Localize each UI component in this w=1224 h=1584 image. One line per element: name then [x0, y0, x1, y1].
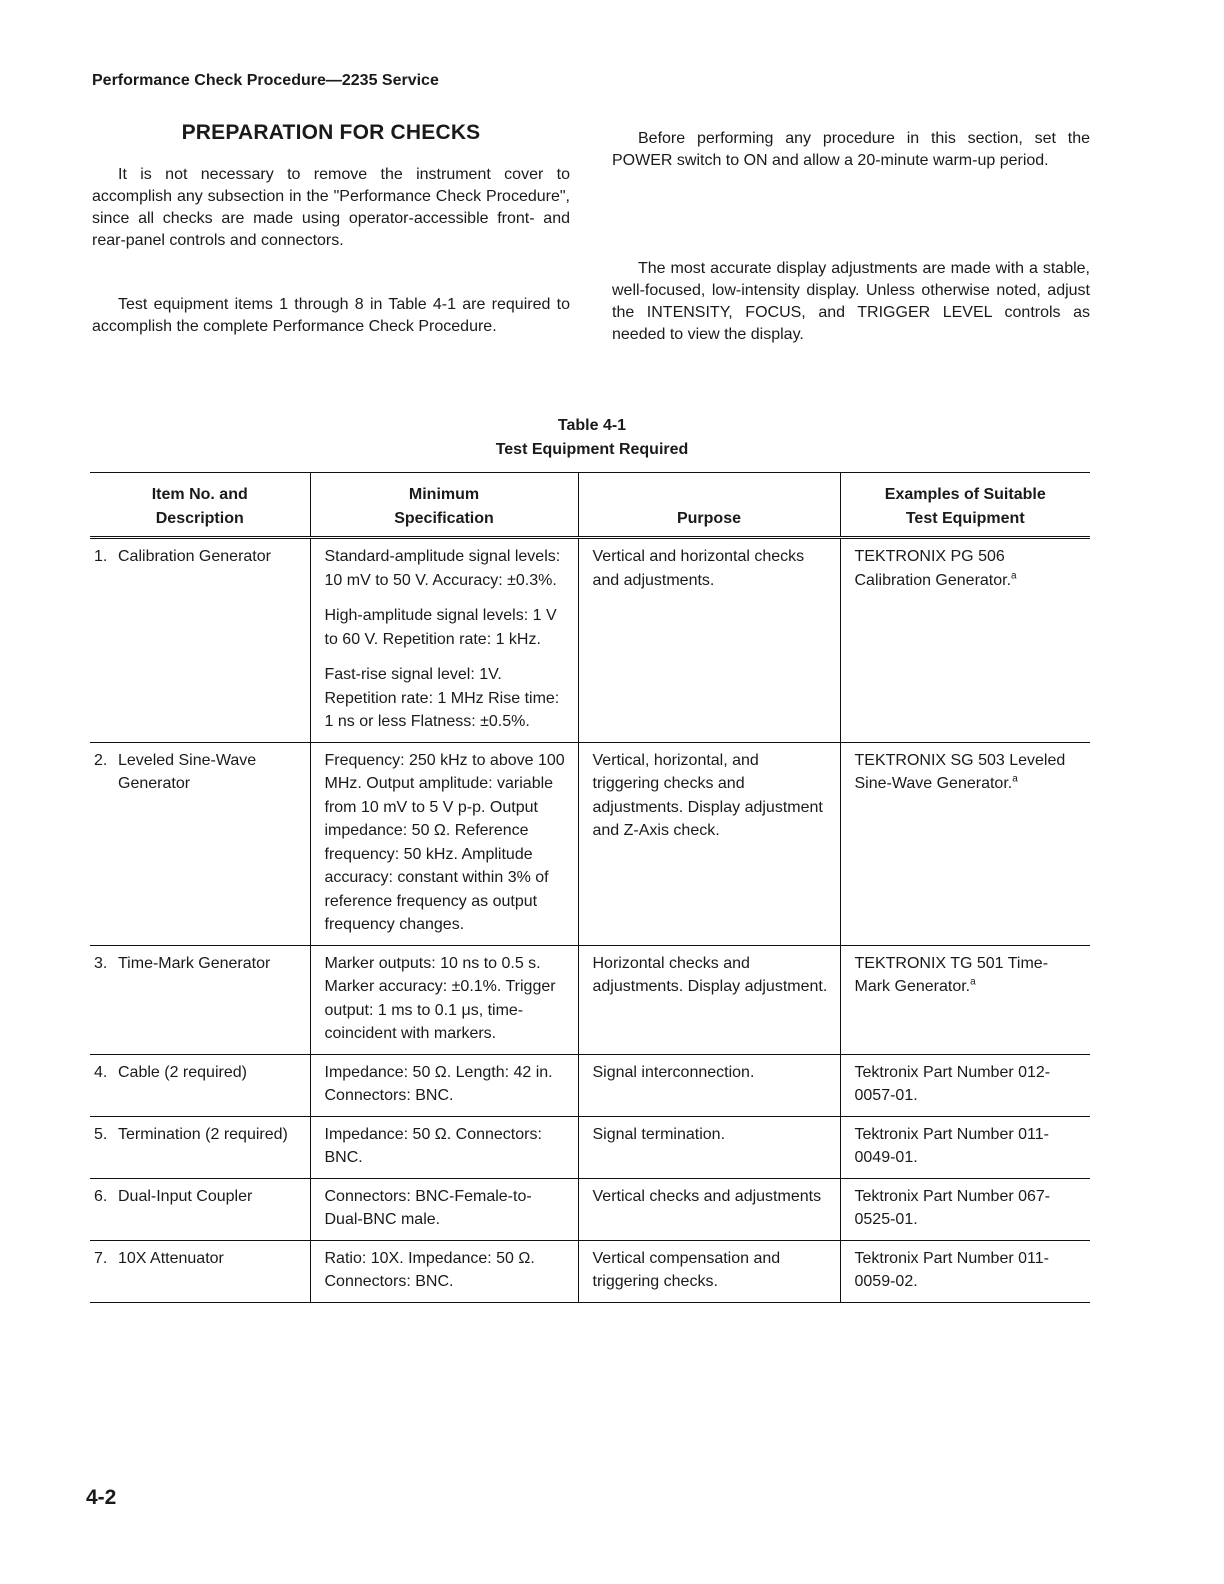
- header-item: Item No. and Description: [90, 473, 310, 538]
- purpose-cell: Vertical checks and adjustments: [578, 1178, 840, 1240]
- spec-cell: Frequency: 250 kHz to above 100 MHz. Output amplitude: variable from 10 mV to 5 V p-p. Output impedance: 50 Ω. Reference frequency: 50 kHz. Amplitude accuracy: constant within 3% of reference frequency as output frequency changes.: [310, 742, 578, 945]
- spec-cell: Standard-amplitude signal levels: 10 mV to 50 V. Accuracy: ±0.3%. High-amplitude signal levels: 1 V to 60 V. Repetition rate: 1 kHz. Fast-rise signal level: 1V. Repetition rate: 1 MHz Rise time: 1 ns or less Flatness: ±0.5%.: [310, 538, 578, 743]
- section-title: PREPARATION FOR CHECKS: [181, 121, 481, 144]
- table-row: [90, 538, 1090, 743]
- item-cell: 7. 10X Attenuator: [90, 1240, 310, 1302]
- table-row: [90, 1178, 1090, 1240]
- table-number: Table 4-1: [557, 417, 627, 434]
- header-specification: Minimum Specification: [310, 473, 578, 538]
- display-paragraph: The most accurate display adjustments are made with a stable, well-focused, low-intensity display. Unless otherwise noted, adjust the INTENSITY, FOCUS, and TRIGGER LEVEL controls as needed to view the display.: [612, 260, 1090, 343]
- purpose-cell: Vertical, horizontal, and triggering checks and adjustments. Display adjustment and Z-Axis check.: [578, 742, 840, 945]
- example-cell: Tektronix Part Number 067-0525-01.: [840, 1178, 1090, 1240]
- spec-cell: Ratio: 10X. Impedance: 50 Ω. Connectors: BNC.: [310, 1240, 578, 1302]
- example-cell: TEKTRONIX TG 501 Time-Mark Generator.$^a$: [840, 945, 1090, 1054]
- purpose-cell: Signal interconnection.: [578, 1054, 840, 1116]
- example-cell: Tektronix Part Number 011-0059-02.: [840, 1240, 1090, 1302]
- page-number: 4-2: [86, 1486, 117, 1509]
- right-column: [612, 128, 1090, 346]
- item-cell: 6. Dual-Input Coupler: [90, 1178, 310, 1240]
- table-row: [90, 1116, 1090, 1178]
- warmup-paragraph: Before performing any procedure in this section, set the POWER switch to ON and allow a 20-minute warm-up period.: [612, 130, 1090, 169]
- item-cell: 1. Calibration Generator: [90, 538, 310, 743]
- header-examples: Examples of Suitable Test Equipment: [840, 473, 1090, 538]
- left-column: [92, 122, 570, 338]
- table-header-row: [90, 473, 1090, 538]
- spec-cell: Impedance: 50 Ω. Length: 42 in. Connectors: BNC.: [310, 1054, 578, 1116]
- table-row: [90, 1054, 1090, 1116]
- header-purpose: Purpose: [578, 473, 840, 538]
- purpose-cell: Vertical and horizontal checks and adjustments.: [578, 538, 840, 743]
- example-cell: Tektronix Part Number 012-0057-01.: [840, 1054, 1090, 1116]
- intro-paragraph: It is not necessary to remove the instrument cover to accomplish any subsection in the "Performance Check Procedure", since all checks are made using operator-accessible front- and rear-panel controls and connectors.: [92, 166, 570, 249]
- table-row: [90, 742, 1090, 945]
- equipment-paragraph: Test equipment items 1 through 8 in Table 4-1 are required to accomplish the complete Performance Check Procedure.: [92, 296, 570, 335]
- example-cell: TEKTRONIX SG 503 Leveled Sine-Wave Generator.$^a$: [840, 742, 1090, 945]
- spec-cell: Connectors: BNC-Female-to-Dual-BNC male.: [310, 1178, 578, 1240]
- item-cell: 5. Termination (2 required): [90, 1116, 310, 1178]
- item-cell: 4. Cable (2 required): [90, 1054, 310, 1116]
- item-cell: 2. Leveled Sine-Wave Generator: [90, 742, 310, 945]
- example-cell: TEKTRONIX PG 506 Calibration Generator.$^a$: [840, 538, 1090, 743]
- spec-cell: Impedance: 50 Ω. Connectors: BNC.: [310, 1116, 578, 1178]
- table-caption: [92, 414, 1092, 462]
- spec-cell: Marker outputs: 10 ns to 0.5 s. Marker accuracy: ±0.1%. Trigger output: 1 ms to 0.1 μs, time-coincident with markers.: [310, 945, 578, 1054]
- purpose-cell: Horizontal checks and adjustments. Display adjustment.: [578, 945, 840, 1054]
- table-row: [90, 945, 1090, 1054]
- test-equipment-table: [90, 472, 1090, 1303]
- table-title: Test Equipment Required: [495, 441, 689, 458]
- purpose-cell: Vertical compensation and triggering checks.: [578, 1240, 840, 1302]
- purpose-cell: Signal termination.: [578, 1116, 840, 1178]
- running-head: Performance Check Procedure—2235 Service: [92, 72, 439, 89]
- example-cell: Tektronix Part Number 011-0049-01.: [840, 1116, 1090, 1178]
- table-row: [90, 1240, 1090, 1302]
- item-cell: 3. Time-Mark Generator: [90, 945, 310, 1054]
